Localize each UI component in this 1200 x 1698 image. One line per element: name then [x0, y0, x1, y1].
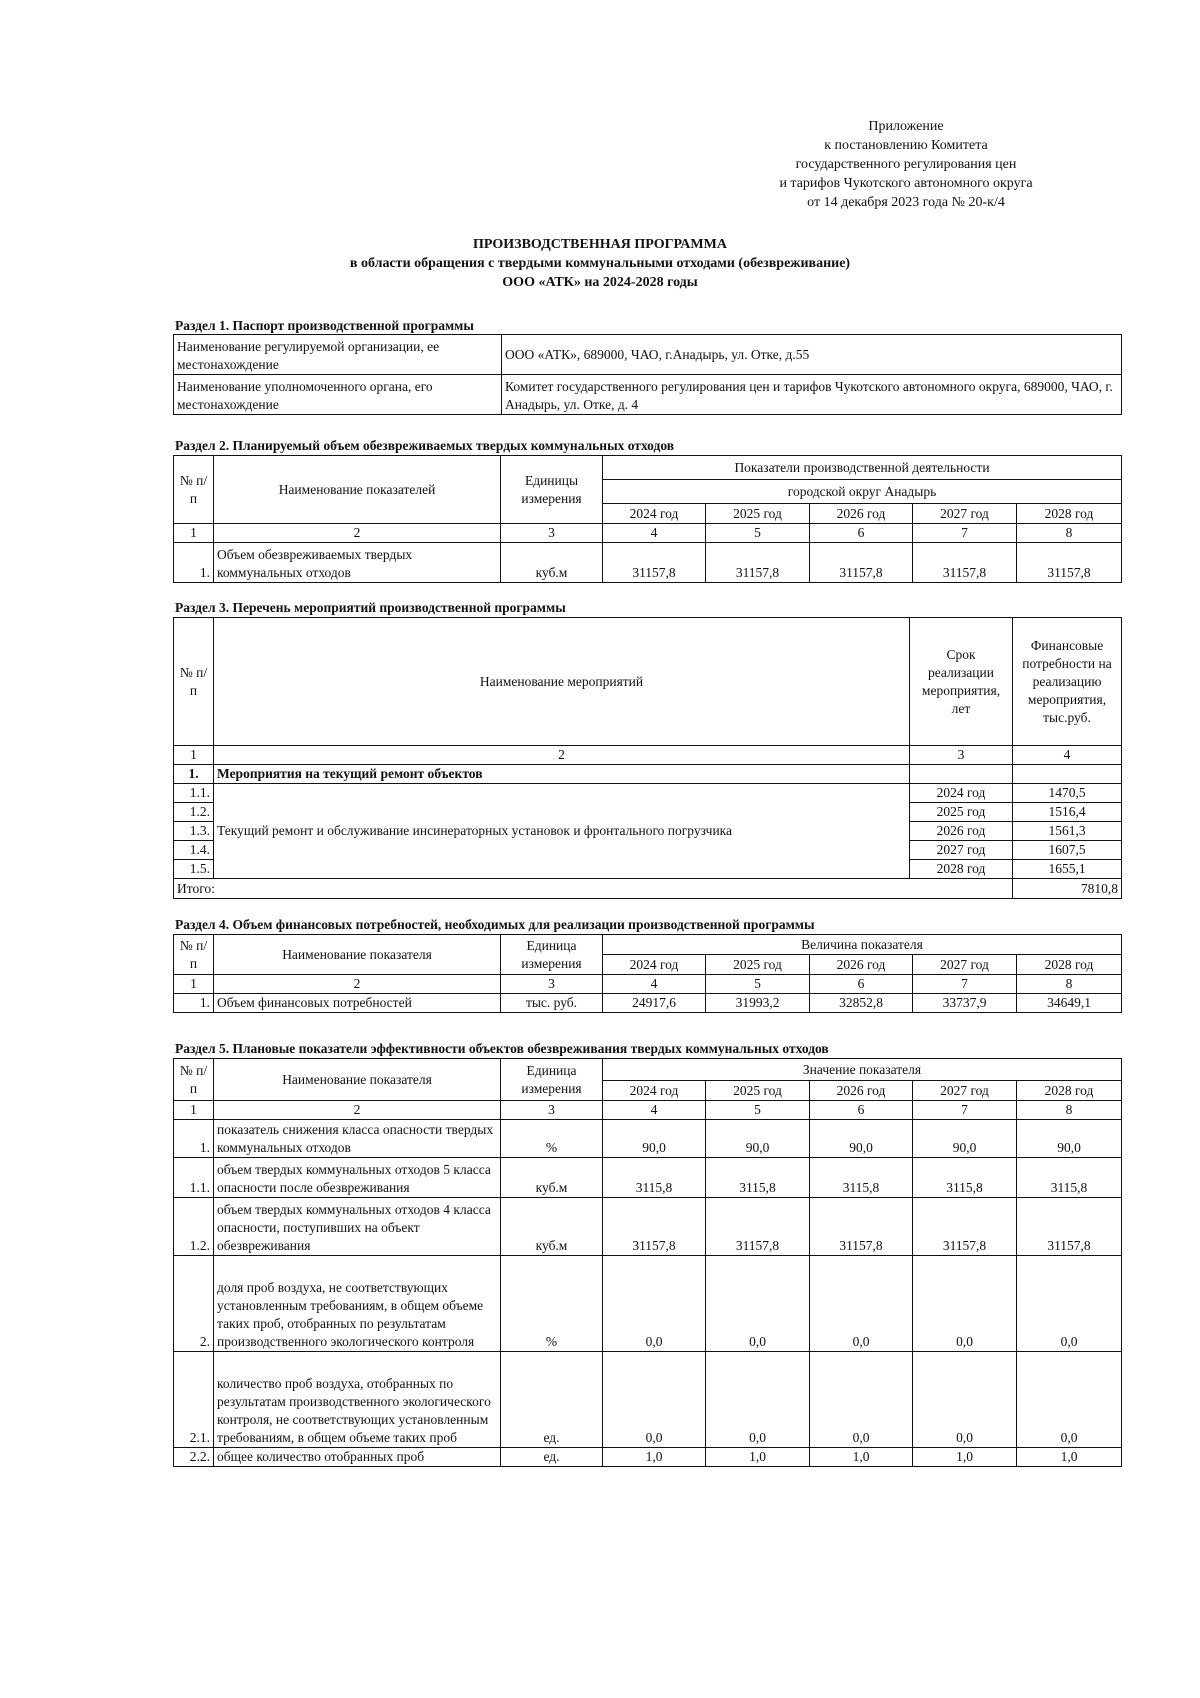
- header-year: 2026 год: [810, 955, 913, 975]
- row-value: 31157,8: [810, 1198, 913, 1256]
- header-year: 2026 год: [810, 504, 913, 524]
- column-number-row: [174, 1101, 1122, 1120]
- title-line-1: ПРОИЗВОДСТВЕННАЯ ПРОГРАММА: [473, 237, 727, 252]
- section-5-table: [173, 1058, 1122, 1467]
- row-num: 2.: [174, 1256, 214, 1352]
- section-3-table: [173, 617, 1122, 899]
- row-value: 90,0: [1017, 1120, 1122, 1158]
- total-value: 7810,8: [1013, 879, 1122, 899]
- col-num: 8: [1017, 524, 1122, 543]
- section-2-table: [173, 455, 1122, 583]
- row-unit: куб.м: [501, 1198, 603, 1256]
- row-value: 0,0: [810, 1352, 913, 1448]
- row-value: 0,0: [913, 1352, 1017, 1448]
- col-num: 1: [174, 975, 214, 994]
- col-num: 5: [706, 975, 810, 994]
- row-name: Объем обезвреживаемых твердых коммунальных отходов: [214, 543, 501, 583]
- item-term: 2026 год: [910, 822, 1013, 841]
- row-value: 1,0: [1017, 1448, 1122, 1467]
- col-num: 8: [1017, 1101, 1122, 1120]
- header-name: Наименование показателя: [214, 1059, 501, 1101]
- row-value: 31157,8: [603, 543, 706, 583]
- item-term: 2025 год: [910, 803, 1013, 822]
- passport-value: Комитет государственного регулирования цен и тарифов Чукотского автономного округа, 689000, ЧАО, г. Анадырь, ул. Отке, д. 4: [502, 375, 1122, 415]
- header-group: Значение показателя: [603, 1059, 1122, 1081]
- header-term: Срок реализации мероприятия, лет: [910, 618, 1013, 746]
- row-value: 90,0: [913, 1120, 1017, 1158]
- header-name: Наименование мероприятий: [214, 618, 910, 746]
- section-1-table: [173, 334, 1122, 415]
- item-amount: 1470,5: [1013, 784, 1122, 803]
- row-num: 1.: [174, 543, 214, 583]
- table-row: [174, 1120, 1122, 1158]
- header-unit: Единица измерения: [501, 1059, 603, 1101]
- row-value: 3115,8: [603, 1158, 706, 1198]
- table-row: [174, 1158, 1122, 1198]
- row-value: 31157,8: [913, 543, 1017, 583]
- table-row: [174, 543, 1122, 583]
- row-name: объем твердых коммунальных отходов 5 класса опасности после обезвреживания: [214, 1158, 501, 1198]
- col-num: 2: [214, 975, 501, 994]
- total-row: [174, 879, 1122, 899]
- header-year: 2028 год: [1017, 955, 1122, 975]
- col-num: 4: [603, 975, 706, 994]
- row-value: 31157,8: [1017, 1198, 1122, 1256]
- col-num: 7: [913, 524, 1017, 543]
- row-value: 32852,8: [810, 994, 913, 1013]
- column-number-row: [174, 746, 1122, 765]
- row-value: 0,0: [810, 1256, 913, 1352]
- header-year: 2024 год: [603, 955, 706, 975]
- row-num: 2.2.: [174, 1448, 214, 1467]
- item-amount: 1607,5: [1013, 841, 1122, 860]
- item-amount: 1655,1: [1013, 860, 1122, 879]
- col-num: 8: [1017, 975, 1122, 994]
- title-line-2: в области обращения с твердыми коммунальными отходами (обезвреживание): [349, 256, 851, 271]
- header-num: № п/п: [174, 1059, 214, 1101]
- header-year: 2025 год: [706, 504, 810, 524]
- item-term: 2028 год: [910, 860, 1013, 879]
- row-unit: куб.м: [501, 543, 603, 583]
- col-num: 3: [501, 524, 603, 543]
- item-amount: 1561,3: [1013, 822, 1122, 841]
- row-name: общее количество отобранных проб: [214, 1448, 501, 1467]
- section-4-title: Раздел 4. Объем финансовых потребностей, необходимых для реализации производственной программы: [175, 917, 815, 932]
- row-num: 2.1.: [174, 1352, 214, 1448]
- row-num: 1.2.: [174, 1198, 214, 1256]
- header-finance: Финансовые потребности на реализацию мероприятия, тыс.руб.: [1013, 618, 1122, 746]
- row-value: 34649,1: [1017, 994, 1122, 1013]
- row-unit: %: [501, 1256, 603, 1352]
- item-num: 1.3.: [174, 822, 214, 841]
- row-value: 31993,2: [706, 994, 810, 1013]
- header-num: № п/п: [174, 456, 214, 524]
- col-num: 5: [706, 524, 810, 543]
- col-num: 5: [706, 1101, 810, 1120]
- row-num: 1.: [174, 994, 214, 1013]
- appendix-line: государственного регулирования цен: [795, 157, 1017, 172]
- row-value: 1,0: [913, 1448, 1017, 1467]
- section-1-title: Раздел 1. Паспорт производственной программы: [175, 318, 474, 333]
- col-num: 3: [501, 1101, 603, 1120]
- col-num: 2: [214, 746, 910, 765]
- row-unit: ед.: [501, 1448, 603, 1467]
- table-header-row: [174, 456, 1122, 480]
- table-header-row: [174, 935, 1122, 955]
- row-value: 90,0: [810, 1120, 913, 1158]
- group-name: Мероприятия на текущий ремонт объектов: [214, 765, 910, 784]
- col-num: 7: [913, 1101, 1017, 1120]
- header-group: Величина показателя: [603, 935, 1122, 955]
- row-num: 1.: [174, 1120, 214, 1158]
- row-value: 0,0: [706, 1256, 810, 1352]
- header-name: Наименование показателей: [214, 456, 501, 524]
- row-value: 24917,6: [603, 994, 706, 1013]
- col-num: 3: [910, 746, 1013, 765]
- row-value: 1,0: [603, 1448, 706, 1467]
- col-num: 4: [603, 1101, 706, 1120]
- title-line-3: ООО «АТК» на 2024-2028 годы: [502, 275, 698, 290]
- section-3-title: Раздел 3. Перечень мероприятий производственной программы: [175, 600, 566, 615]
- header-unit: Единицы измерения: [501, 456, 603, 524]
- row-value: 3115,8: [913, 1158, 1017, 1198]
- header-name: Наименование показателя: [214, 935, 501, 975]
- row-value: 0,0: [1017, 1256, 1122, 1352]
- item-num: 1.2.: [174, 803, 214, 822]
- appendix-line: Приложение: [868, 119, 944, 134]
- col-num: 1: [174, 1101, 214, 1120]
- section-2-title: Раздел 2. Планируемый объем обезвреживаемых твердых коммунальных отходов: [175, 438, 675, 453]
- row-value: 90,0: [603, 1120, 706, 1158]
- empty-cell: [1013, 765, 1122, 784]
- row-value: 0,0: [706, 1352, 810, 1448]
- row-unit: куб.м: [501, 1158, 603, 1198]
- row-num: 1.1.: [174, 1158, 214, 1198]
- item-term: 2024 год: [910, 784, 1013, 803]
- row-name: показатель снижения класса опасности твердых коммунальных отходов: [214, 1120, 501, 1158]
- item-num: 1.1.: [174, 784, 214, 803]
- row-value: 1,0: [810, 1448, 913, 1467]
- header-year: 2025 год: [706, 1081, 810, 1101]
- header-year: 2024 год: [603, 1081, 706, 1101]
- header-year: 2026 год: [810, 1081, 913, 1101]
- col-num: 6: [810, 975, 913, 994]
- row-value: 3115,8: [1017, 1158, 1122, 1198]
- column-number-row: [174, 975, 1122, 994]
- table-row: [174, 1256, 1122, 1352]
- row-unit: ед.: [501, 1352, 603, 1448]
- row-value: 33737,9: [913, 994, 1017, 1013]
- row-name: Объем финансовых потребностей: [214, 994, 501, 1013]
- section-4-table: [173, 934, 1122, 1013]
- row-value: 31157,8: [1017, 543, 1122, 583]
- row-name: доля проб воздуха, не соответствующих установленным требованиям, в общем объеме таких проб, отобранных по результатам производственного экологического контроля: [214, 1256, 501, 1352]
- row-value: 31157,8: [810, 543, 913, 583]
- row-name: объем твердых коммунальных отходов 4 класса опасности, поступивших на объект обезвреживания: [214, 1198, 501, 1256]
- col-num: 4: [603, 524, 706, 543]
- passport-label: Наименование уполномоченного органа, его местонахождение: [174, 375, 502, 415]
- item-num: 1.4.: [174, 841, 214, 860]
- total-label: Итого:: [174, 879, 1013, 899]
- row-value: 31157,8: [603, 1198, 706, 1256]
- row-value: 3115,8: [810, 1158, 913, 1198]
- passport-value: ООО «АТК», 689000, ЧАО, г.Анадырь, ул. Отке, д.55: [502, 335, 1122, 375]
- col-num: 7: [913, 975, 1017, 994]
- header-unit: Единица измерения: [501, 935, 603, 975]
- document-title: [0, 235, 1200, 292]
- header-num: № п/п: [174, 935, 214, 975]
- table-row: [174, 335, 1122, 375]
- col-num: 1: [174, 524, 214, 543]
- appendix-line: от 14 декабря 2023 года № 20-к/4: [807, 195, 1005, 210]
- row-value: 90,0: [706, 1120, 810, 1158]
- col-num: 2: [214, 524, 501, 543]
- header-num: № п/п: [174, 618, 214, 746]
- col-num: 1: [174, 746, 214, 765]
- row-value: 0,0: [603, 1256, 706, 1352]
- col-num: 3: [501, 975, 603, 994]
- table-row: [174, 1198, 1122, 1256]
- row-unit: тыс. руб.: [501, 994, 603, 1013]
- header-group: Показатели производственной деятельности: [603, 456, 1122, 480]
- appendix-header: [746, 117, 1066, 212]
- table-row: [174, 1352, 1122, 1448]
- column-number-row: [174, 524, 1122, 543]
- table-row: [174, 1448, 1122, 1467]
- col-num: 2: [214, 1101, 501, 1120]
- item-term: 2027 год: [910, 841, 1013, 860]
- item-num: 1.5.: [174, 860, 214, 879]
- item-amount: 1516,4: [1013, 803, 1122, 822]
- row-name: количество проб воздуха, отобранных по результатам производственного экологического контроля, не соответствующих установленным требованиям, в общем объеме таких проб: [214, 1352, 501, 1448]
- header-year: 2024 год: [603, 504, 706, 524]
- table-header-row: [174, 1059, 1122, 1081]
- activity-name: Текущий ремонт и обслуживание инсинераторных установок и фронтального погрузчика: [214, 784, 910, 879]
- group-row: [174, 765, 1122, 784]
- header-year: 2027 год: [913, 1081, 1017, 1101]
- appendix-line: к постановлению Комитета: [824, 138, 988, 153]
- row-value: 0,0: [603, 1352, 706, 1448]
- row-value: 3115,8: [706, 1158, 810, 1198]
- header-year: 2027 год: [913, 504, 1017, 524]
- section-5-title: Раздел 5. Плановые показатели эффективности объектов обезвреживания твердых коммунальных отходов: [175, 1041, 829, 1056]
- row-value: 1,0: [706, 1448, 810, 1467]
- col-num: 4: [1013, 746, 1122, 765]
- header-year: 2028 год: [1017, 504, 1122, 524]
- row-value: 0,0: [913, 1256, 1017, 1352]
- passport-label: Наименование регулируемой организации, ее местонахождение: [174, 335, 502, 375]
- empty-cell: [910, 765, 1013, 784]
- row-value: 0,0: [1017, 1352, 1122, 1448]
- table-row: [174, 375, 1122, 415]
- table-row: [174, 784, 1122, 803]
- header-subgroup: городской округ Анадырь: [603, 480, 1122, 504]
- row-value: 31157,8: [706, 1198, 810, 1256]
- col-num: 6: [810, 524, 913, 543]
- table-header-row: [174, 618, 1122, 746]
- row-value: 31157,8: [706, 543, 810, 583]
- appendix-line: и тарифов Чукотского автономного округа: [779, 176, 1033, 191]
- col-num: 6: [810, 1101, 913, 1120]
- header-year: 2025 год: [706, 955, 810, 975]
- row-value: 31157,8: [913, 1198, 1017, 1256]
- table-row: [174, 994, 1122, 1013]
- row-unit: %: [501, 1120, 603, 1158]
- header-year: 2027 год: [913, 955, 1017, 975]
- header-year: 2028 год: [1017, 1081, 1122, 1101]
- group-num: 1.: [174, 765, 214, 784]
